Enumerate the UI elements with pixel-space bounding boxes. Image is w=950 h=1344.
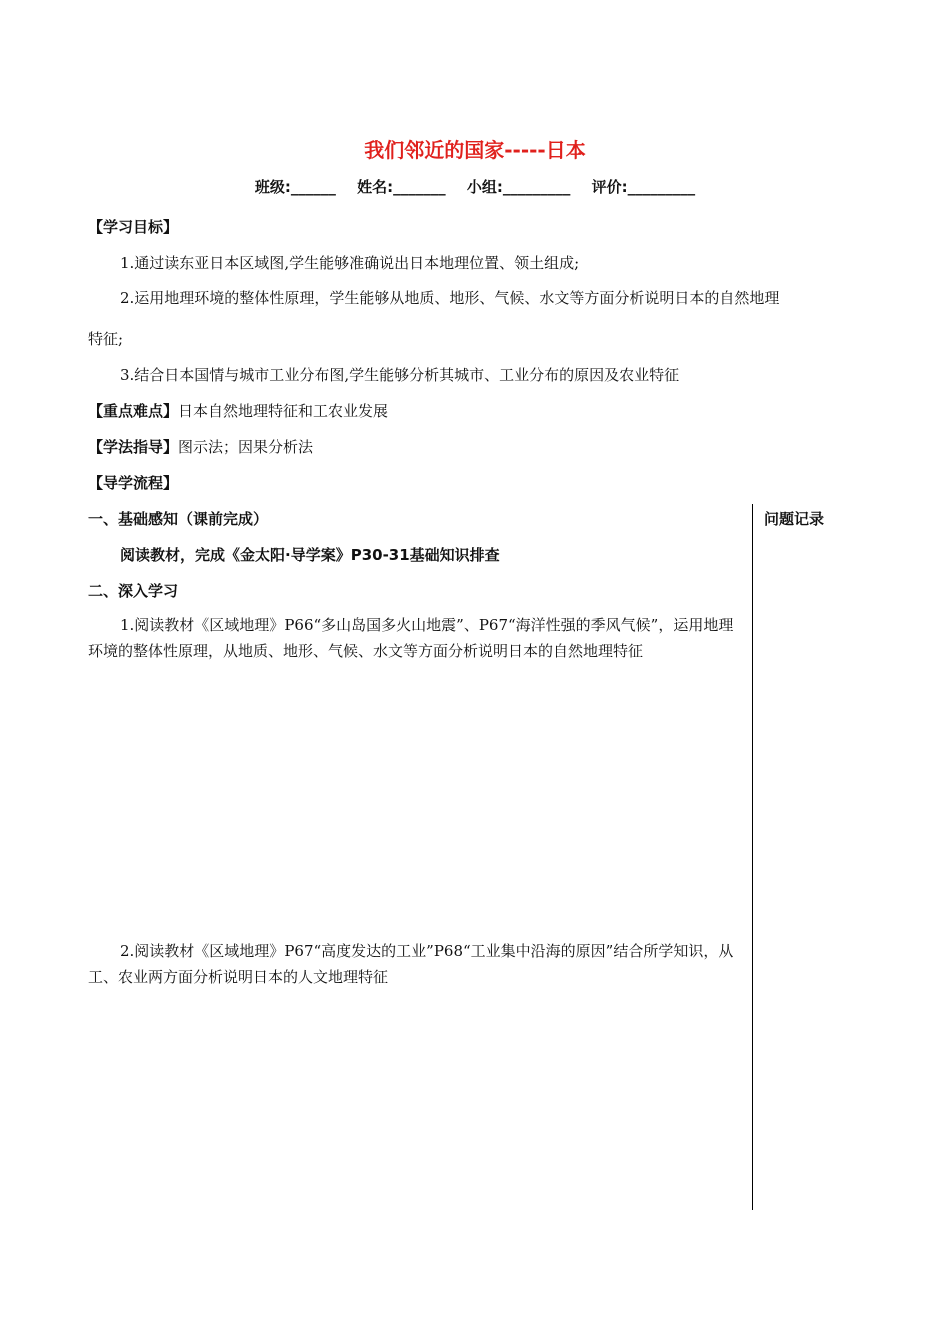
name-field: 姓名:_______ — [357, 178, 446, 196]
question-2: 2.阅读教材《区域地理》P67“高度发达的工业”P68“工业集中沿海的原因”结合所学知识，从工、农业两方面分析说明日本的人文地理特征 — [88, 942, 734, 986]
objective-2-line2: 特征; — [88, 330, 124, 348]
page-title: 我们邻近的国家-----日本 — [364, 138, 586, 162]
key-points-heading: 【重点难点】 — [88, 402, 179, 420]
class-field: 班级:______ — [254, 178, 336, 196]
objective-3: 3.结合日本国情与城市工业分布图,学生能够分析其城市、工业分布的原因及农业特征 — [120, 366, 680, 384]
objective-2-line1: 2.运用地理环境的整体性原理，学生能够从地质、地形、气候、水文等方面分析说明日本的自然地理 — [120, 289, 780, 307]
group-field: 小组:_________ — [466, 178, 571, 196]
method-text: 图示法；因果分析法 — [178, 438, 314, 456]
evaluation-field: 评价:_________ — [591, 178, 696, 196]
objective-1: 1.通过读东亚日本区域图,学生能够准确说出日本地理位置、领土组成; — [120, 254, 580, 272]
student-info-line — [0, 176, 950, 197]
objectives-heading: 【学习目标】 — [88, 218, 179, 236]
notes-column-heading: 问题记录 — [764, 510, 825, 528]
key-points-text: 日本自然地理特征和工农业发展 — [178, 402, 389, 420]
column-divider — [752, 504, 753, 1210]
section1-heading: 一、基础感知（课前完成） — [88, 510, 269, 528]
process-heading: 【导学流程】 — [88, 474, 179, 492]
section1-text: 阅读教材，完成《金太阳·导学案》P30-31基础知识排查 — [120, 546, 500, 564]
study-method — [88, 436, 313, 457]
method-heading: 【学法指导】 — [88, 438, 179, 456]
section2-heading: 二、深入学习 — [88, 582, 179, 600]
question-1: 1.阅读教材《区域地理》P66“多山岛国多火山地震”、P67“海洋性强的季风气候”，运用地理环境的整体性原理，从地质、地形、气候、水文等方面分析说明日本的自然地理特征 — [88, 616, 734, 660]
key-points — [88, 400, 388, 421]
